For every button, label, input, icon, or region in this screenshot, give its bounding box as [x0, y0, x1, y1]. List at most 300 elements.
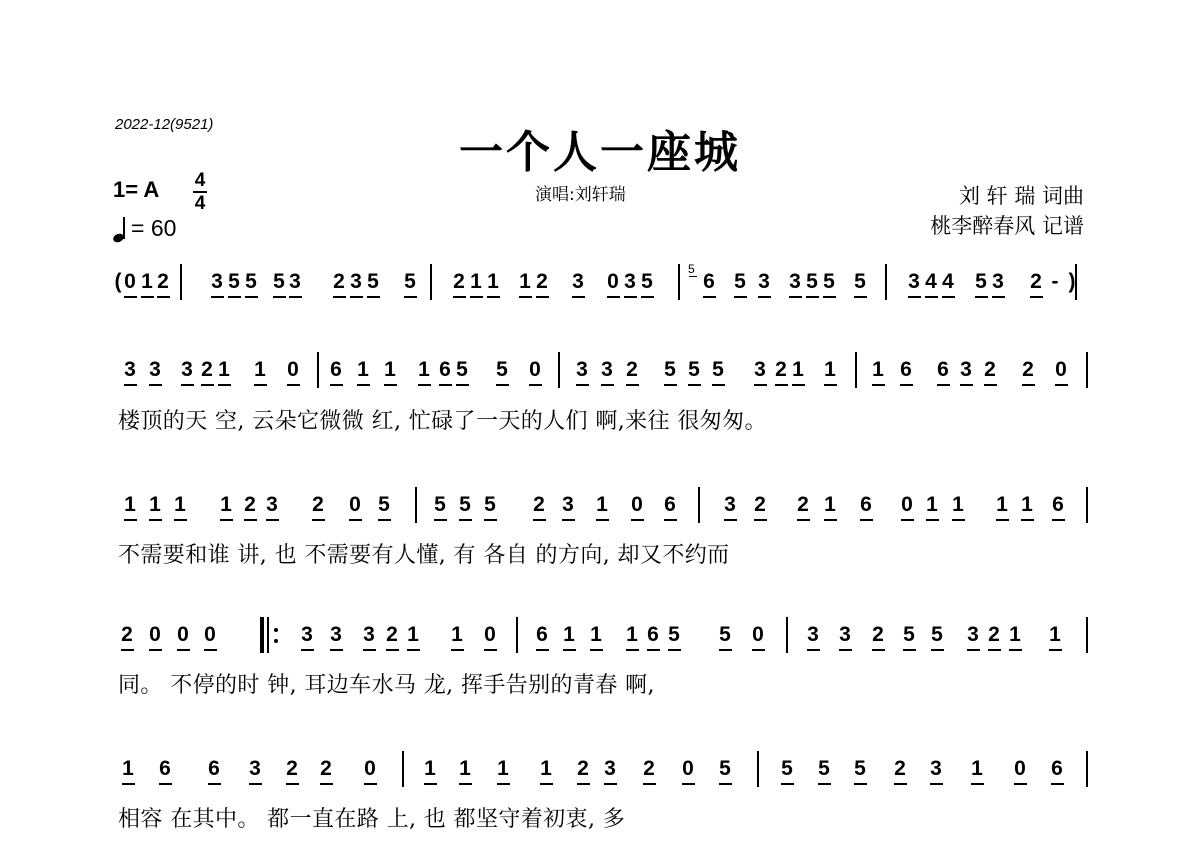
- note-glyph: 1: [996, 493, 1008, 516]
- note-glyph: 2: [626, 358, 638, 381]
- underline-beam: [204, 649, 217, 651]
- note-glyph: 0: [177, 623, 189, 646]
- underline-beam: [590, 649, 603, 651]
- underline-beam: [484, 519, 497, 521]
- underline-beam: [470, 296, 483, 298]
- note-glyph: 2: [121, 623, 133, 646]
- barline: [516, 617, 518, 653]
- note-glyph: 5: [712, 358, 724, 381]
- note-glyph: 6: [664, 493, 676, 516]
- underline-beam: [758, 296, 771, 298]
- underline-beam: [349, 519, 362, 521]
- singer-credit: 演唱:刘轩瑞: [535, 185, 626, 205]
- note-glyph: -: [1051, 270, 1059, 293]
- note-glyph: 1: [792, 358, 804, 381]
- time-signature: [193, 171, 207, 213]
- underline-beam: [996, 519, 1009, 521]
- note-glyph: 5: [931, 623, 943, 646]
- note-glyph: 1: [451, 623, 463, 646]
- note-glyph: 3: [758, 270, 770, 293]
- note-glyph: 5: [806, 270, 818, 293]
- underline-beam: [894, 783, 907, 785]
- lyrics-line: 不需要和谁 讲, 也 不需要有人懂, 有 各自 的方向, 却又不约而: [118, 543, 730, 568]
- lyrics-line: 楼顶的天 空, 云朵它微微 红, 忙碌了一天的人们 啊,来往 很匆匆。: [118, 409, 767, 434]
- note-glyph: 1: [519, 270, 531, 293]
- underline-beam: [124, 296, 137, 298]
- underline-beam: [519, 296, 532, 298]
- underline-beam: [719, 783, 732, 785]
- note-glyph: 3: [604, 757, 616, 780]
- barline: [1086, 617, 1088, 653]
- note-glyph: 6: [937, 358, 949, 381]
- note-glyph: 3: [576, 358, 588, 381]
- note-glyph: 3: [960, 358, 972, 381]
- underline-beam: [201, 384, 214, 386]
- lyricist-credit: 刘 轩 瑞 词曲: [958, 184, 1084, 208]
- underline-beam: [937, 384, 950, 386]
- underline-beam: [533, 519, 546, 521]
- note-glyph: 1: [424, 757, 436, 780]
- note-glyph: 1: [470, 270, 482, 293]
- underline-beam: [854, 783, 867, 785]
- note-glyph: 3: [124, 358, 136, 381]
- underline-beam: [149, 384, 162, 386]
- underline-beam: [1021, 519, 1034, 521]
- note-glyph: 2: [453, 270, 465, 293]
- underline-beam: [926, 519, 939, 521]
- underline-beam: [378, 519, 391, 521]
- underline-beam: [734, 296, 747, 298]
- note-glyph: 6: [647, 623, 659, 646]
- underline-beam: [688, 384, 701, 386]
- lyrics-line: 同。 不停的时 钟, 耳边车水马 龙, 挥手告别的青春 啊,: [118, 673, 655, 698]
- underline-beam: [286, 783, 299, 785]
- underline-beam: [536, 649, 549, 651]
- underline-beam: [301, 649, 314, 651]
- underline-beam: [984, 384, 997, 386]
- note-glyph: 0: [204, 623, 216, 646]
- underline-beam: [960, 384, 973, 386]
- underline-beam: [631, 519, 644, 521]
- note-glyph: 4: [942, 270, 954, 293]
- underline-beam: [404, 296, 417, 298]
- note-glyph: 1: [1009, 623, 1021, 646]
- underline-beam: [459, 783, 472, 785]
- barline: [1086, 487, 1088, 523]
- note-glyph: 3: [572, 270, 584, 293]
- note-glyph: 5: [434, 493, 446, 516]
- note-glyph: 1: [141, 270, 153, 293]
- underline-beam: [453, 296, 466, 298]
- underline-beam: [159, 783, 172, 785]
- underline-beam: [124, 519, 137, 521]
- note-glyph: 2: [1030, 270, 1042, 293]
- note-glyph: 3: [249, 757, 261, 780]
- note-glyph: 5: [854, 757, 866, 780]
- repeat-barline-thin: [267, 617, 269, 653]
- underline-beam: [487, 296, 500, 298]
- underline-beam: [641, 296, 654, 298]
- underline-beam: [418, 384, 431, 386]
- note-glyph: 2: [286, 757, 298, 780]
- note-glyph: 2: [1022, 358, 1034, 381]
- note-glyph: 5: [975, 270, 987, 293]
- note-glyph: 5: [854, 270, 866, 293]
- note-glyph: 1: [872, 358, 884, 381]
- note-glyph: 1: [254, 358, 266, 381]
- underline-beam: [872, 384, 885, 386]
- underline-beam: [330, 649, 343, 651]
- note-glyph: 3: [930, 757, 942, 780]
- barline: [430, 264, 432, 300]
- underline-beam: [1009, 649, 1022, 651]
- note-glyph: 1: [124, 493, 136, 516]
- underline-beam: [496, 384, 509, 386]
- underline-beam: [122, 783, 135, 785]
- underline-beam: [903, 649, 916, 651]
- barline: [415, 487, 417, 523]
- underline-beam: [872, 649, 885, 651]
- underline-beam: [824, 384, 837, 386]
- note-glyph: 3: [363, 623, 375, 646]
- notation-row: [110, 358, 1090, 404]
- underline-beam: [149, 649, 162, 651]
- note-glyph: 2: [536, 270, 548, 293]
- note-glyph: 2: [333, 270, 345, 293]
- underline-beam: [626, 384, 639, 386]
- note-glyph: 5: [228, 270, 240, 293]
- grace-slur: [689, 276, 697, 277]
- underline-beam: [967, 649, 980, 651]
- note-glyph: 5: [273, 270, 285, 293]
- note-glyph: 2: [754, 493, 766, 516]
- underline-beam: [364, 783, 377, 785]
- note-glyph: 3: [181, 358, 193, 381]
- underline-beam: [664, 519, 677, 521]
- underline-beam: [424, 783, 437, 785]
- underline-beam: [1030, 296, 1043, 298]
- note-glyph: 2: [894, 757, 906, 780]
- underline-beam: [333, 296, 346, 298]
- barline: [1086, 751, 1088, 787]
- underline-beam: [1049, 649, 1062, 651]
- underline-beam: [975, 296, 988, 298]
- note-glyph: 1: [357, 358, 369, 381]
- underline-beam: [434, 519, 447, 521]
- note-glyph: 0: [607, 270, 619, 293]
- underline-beam: [823, 296, 836, 298]
- underline-beam: [563, 649, 576, 651]
- underline-beam: [254, 384, 267, 386]
- note-glyph: 0: [287, 358, 299, 381]
- note-glyph: 0: [1055, 358, 1067, 381]
- quarter-note-icon: [113, 216, 127, 242]
- underline-beam: [824, 519, 837, 521]
- grace-note: 5: [688, 262, 695, 276]
- note-glyph: 5: [641, 270, 653, 293]
- note-glyph: 1: [540, 757, 552, 780]
- song-title: 一个人一座城: [459, 127, 741, 178]
- note-glyph: 3: [301, 623, 313, 646]
- barline: [402, 751, 404, 787]
- note-glyph: 2: [533, 493, 545, 516]
- underline-beam: [220, 519, 233, 521]
- underline-beam: [407, 649, 420, 651]
- underline-beam: [792, 384, 805, 386]
- note-glyph: 5: [456, 358, 468, 381]
- barline: [1075, 264, 1077, 300]
- underline-beam: [208, 783, 221, 785]
- note-glyph: 5: [404, 270, 416, 293]
- note-glyph: 1: [218, 358, 230, 381]
- note-glyph: 3: [754, 358, 766, 381]
- tempo-marking: [113, 215, 176, 242]
- note-glyph: 2: [872, 623, 884, 646]
- note-glyph: 1: [149, 493, 161, 516]
- repeat-dot: [274, 628, 278, 632]
- underline-beam: [971, 783, 984, 785]
- note-glyph: 5: [459, 493, 471, 516]
- barline: [558, 352, 560, 388]
- barline: [855, 352, 857, 388]
- underline-beam: [577, 783, 590, 785]
- note-glyph: 3: [724, 493, 736, 516]
- note-glyph: 2: [201, 358, 213, 381]
- notation-row: [110, 262, 1090, 316]
- underline-beam: [1014, 783, 1027, 785]
- note-glyph: 1: [407, 623, 419, 646]
- underline-beam: [626, 649, 639, 651]
- underline-beam: [249, 783, 262, 785]
- underline-beam: [818, 783, 831, 785]
- underline-beam: [218, 384, 231, 386]
- note-glyph: 3: [992, 270, 1004, 293]
- underline-beam: [121, 649, 134, 651]
- transcriber-credit: 桃李醉春风 记谱: [930, 214, 1084, 238]
- note-glyph: 6: [159, 757, 171, 780]
- notation-row: [110, 493, 1090, 539]
- underline-beam: [1052, 519, 1065, 521]
- underline-beam: [1022, 384, 1035, 386]
- note-glyph: 2: [988, 623, 1000, 646]
- underline-beam: [330, 384, 343, 386]
- note-glyph: 2: [984, 358, 996, 381]
- underline-beam: [540, 783, 553, 785]
- underline-beam: [451, 649, 464, 651]
- repeat-barline: [260, 617, 264, 653]
- underline-beam: [456, 384, 469, 386]
- note-glyph: 6: [1052, 493, 1064, 516]
- note-glyph: 3: [562, 493, 574, 516]
- lyrics-line: 相容 在其中。 都一直在路 上, 也 都坚守着初衷, 多: [118, 807, 626, 832]
- underline-beam: [357, 384, 370, 386]
- note-glyph: 0: [631, 493, 643, 516]
- note-glyph: 5: [818, 757, 830, 780]
- underline-beam: [607, 296, 620, 298]
- underline-beam: [536, 296, 549, 298]
- note-glyph: 2: [643, 757, 655, 780]
- note-glyph: ): [1068, 270, 1076, 293]
- note-glyph: 1: [926, 493, 938, 516]
- note-glyph: 1: [563, 623, 575, 646]
- note-glyph: 6: [439, 358, 451, 381]
- note-glyph: 3: [211, 270, 223, 293]
- underline-beam: [596, 519, 609, 521]
- note-glyph: 1: [971, 757, 983, 780]
- note-glyph: 3: [839, 623, 851, 646]
- note-glyph: 5: [664, 358, 676, 381]
- underline-beam: [925, 296, 938, 298]
- note-glyph: 1: [220, 493, 232, 516]
- underline-beam: [624, 296, 637, 298]
- barline: [1086, 352, 1088, 388]
- note-glyph: 0: [349, 493, 361, 516]
- note-glyph: 1: [487, 270, 499, 293]
- note-glyph: 0: [124, 270, 136, 293]
- note-glyph: 1: [1049, 623, 1061, 646]
- underline-beam: [797, 519, 810, 521]
- note-glyph: 1: [596, 493, 608, 516]
- time-signature-bottom: 4: [194, 193, 206, 214]
- underline-beam: [807, 649, 820, 651]
- underline-beam: [839, 649, 852, 651]
- underline-beam: [386, 649, 399, 651]
- note-glyph: 2: [797, 493, 809, 516]
- note-glyph: 1: [952, 493, 964, 516]
- note-glyph: 5: [734, 270, 746, 293]
- underline-beam: [860, 519, 873, 521]
- underline-beam: [1051, 783, 1064, 785]
- note-glyph: 1: [497, 757, 509, 780]
- barline: [317, 352, 319, 388]
- note-glyph: 5: [496, 358, 508, 381]
- note-glyph: 5: [781, 757, 793, 780]
- note-glyph: 5: [719, 757, 731, 780]
- barline: [885, 264, 887, 300]
- note-glyph: 1: [122, 757, 134, 780]
- underline-beam: [647, 649, 660, 651]
- note-glyph: 3: [601, 358, 613, 381]
- note-glyph: 6: [208, 757, 220, 780]
- note-glyph: 5: [719, 623, 731, 646]
- time-signature-top: 4: [194, 170, 206, 191]
- underline-beam: [601, 384, 614, 386]
- underline-beam: [643, 783, 656, 785]
- note-glyph: 1: [384, 358, 396, 381]
- underline-beam: [562, 519, 575, 521]
- note-glyph: 6: [1051, 757, 1063, 780]
- underline-beam: [901, 519, 914, 521]
- underline-beam: [244, 519, 257, 521]
- underline-beam: [703, 296, 716, 298]
- note-glyph: 6: [330, 358, 342, 381]
- note-glyph: 1: [626, 623, 638, 646]
- note-glyph: 1: [174, 493, 186, 516]
- barline: [180, 264, 182, 300]
- note-glyph: 0: [901, 493, 913, 516]
- underline-beam: [228, 296, 241, 298]
- underline-beam: [312, 519, 325, 521]
- underline-beam: [712, 384, 725, 386]
- underline-beam: [572, 296, 585, 298]
- underline-beam: [576, 384, 589, 386]
- note-glyph: 0: [752, 623, 764, 646]
- tempo-value: = 60: [131, 215, 177, 241]
- score-code: 2022-12(9521): [115, 116, 214, 133]
- note-glyph: 3: [967, 623, 979, 646]
- underline-beam: [908, 296, 921, 298]
- underline-beam: [930, 783, 943, 785]
- underline-beam: [439, 384, 452, 386]
- note-glyph: 0: [364, 757, 376, 780]
- key-signature: 1= A: [113, 177, 160, 202]
- note-glyph: 3: [266, 493, 278, 516]
- note-glyph: 6: [536, 623, 548, 646]
- underline-beam: [157, 296, 170, 298]
- underline-beam: [363, 649, 376, 651]
- underline-beam: [529, 384, 542, 386]
- note-glyph: 0: [529, 358, 541, 381]
- note-glyph: 3: [330, 623, 342, 646]
- notation-row: [110, 623, 1090, 669]
- underline-beam: [177, 649, 190, 651]
- note-glyph: 5: [367, 270, 379, 293]
- underline-beam: [320, 783, 333, 785]
- note-glyph: 3: [789, 270, 801, 293]
- note-glyph: 5: [903, 623, 915, 646]
- underline-beam: [724, 519, 737, 521]
- note-glyph: 5: [823, 270, 835, 293]
- underline-beam: [141, 296, 154, 298]
- underline-beam: [992, 296, 1005, 298]
- note-glyph: 0: [484, 623, 496, 646]
- barline: [698, 487, 700, 523]
- underline-beam: [952, 519, 965, 521]
- underline-beam: [719, 649, 732, 651]
- underline-beam: [682, 783, 695, 785]
- notation-row: [110, 757, 1090, 803]
- underline-beam: [942, 296, 955, 298]
- note-glyph: 0: [1014, 757, 1026, 780]
- underline-beam: [931, 649, 944, 651]
- underline-beam: [266, 519, 279, 521]
- note-glyph: 1: [824, 358, 836, 381]
- underline-beam: [367, 296, 380, 298]
- underline-beam: [149, 519, 162, 521]
- note-glyph: 1: [824, 493, 836, 516]
- underline-beam: [124, 384, 137, 386]
- note-glyph: 1: [459, 757, 471, 780]
- note-glyph: 6: [860, 493, 872, 516]
- note-glyph: (: [114, 270, 122, 293]
- underline-beam: [806, 296, 819, 298]
- note-glyph: 2: [244, 493, 256, 516]
- underline-beam: [752, 649, 765, 651]
- underline-beam: [988, 649, 1001, 651]
- underline-beam: [604, 783, 617, 785]
- underline-beam: [181, 384, 194, 386]
- note-glyph: 3: [807, 623, 819, 646]
- underline-beam: [497, 783, 510, 785]
- barline: [757, 751, 759, 787]
- note-glyph: 5: [688, 358, 700, 381]
- note-glyph: 1: [418, 358, 430, 381]
- note-glyph: 6: [703, 270, 715, 293]
- underline-beam: [664, 384, 677, 386]
- note-glyph: 1: [590, 623, 602, 646]
- underline-beam: [289, 296, 302, 298]
- underline-beam: [900, 384, 913, 386]
